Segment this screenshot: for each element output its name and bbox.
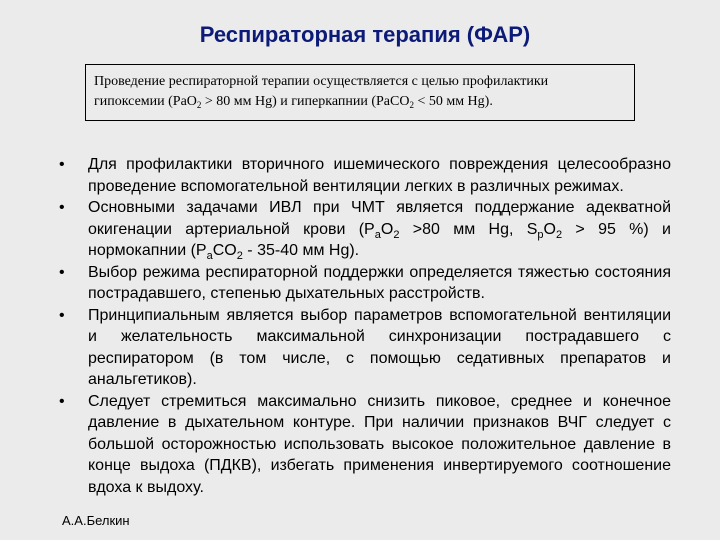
slide-title: Респираторная терапия (ФАР) xyxy=(199,22,531,47)
bullet-item xyxy=(58,391,671,499)
bullet-marker: • xyxy=(59,392,65,410)
bullet-text: Для профилактики вторичного ишемического повреждения целесообразно проведение вспомогательной вентиляции легких в различных режимах. xyxy=(88,156,671,195)
subtitle-line-2: гипоксемии (PaO$_2$ > 80 мм Hg) и гиперкапнии (PaCO$_2$ < 50 мм Hg). xyxy=(94,94,493,110)
bullet-list xyxy=(58,154,671,498)
bullet-marker: • xyxy=(59,306,65,324)
bullet-text: Выбор режима респираторной поддержки определяется тяжестью состояния пострадавшего, степенью дыхательных расстройств. xyxy=(88,263,671,302)
bullet-marker: • xyxy=(59,199,65,216)
bullet-item xyxy=(58,305,671,391)
bullet-item xyxy=(58,262,671,305)
bullet-marker: • xyxy=(59,156,65,173)
author-name: А.А.Белкин xyxy=(62,513,130,528)
bullet-marker: • xyxy=(59,263,65,281)
bullet-text: Принципиальным является выбор параметров вспомогательной вентиляции и желательность максимальной синхронизации пострадавшего с респиратором (в том числе, с помощью седативных препаратов и анальгетиков). xyxy=(88,306,671,388)
bullet-text: Следует стремиться максимально снизить пиковое, среднее и конечное давление в дыхательном контуре. При наличии признаков ВЧГ следует с большой осторожностью использовать высокое положительное давление в конце выдоха (ПДКВ), избегать применения инвертируемого соотношение вдоха к выдоху. xyxy=(88,392,671,496)
bullet-item xyxy=(58,197,671,262)
subtitle-box xyxy=(85,64,635,121)
subtitle-line-1: Проведение респираторной терапии осуществляется с целью профилактики xyxy=(94,74,549,89)
bullet-text: Основными задачами ИВЛ при ЧМТ является поддержание адекватной окигенации артериальной крови ($P_aO_2 >80$ мм Hg, $S_pO_2 > 95$ %) и нормокапнии ($P_aCO_2 - 35-40$ мм Hg). xyxy=(88,199,671,262)
bullet-item xyxy=(58,154,671,197)
